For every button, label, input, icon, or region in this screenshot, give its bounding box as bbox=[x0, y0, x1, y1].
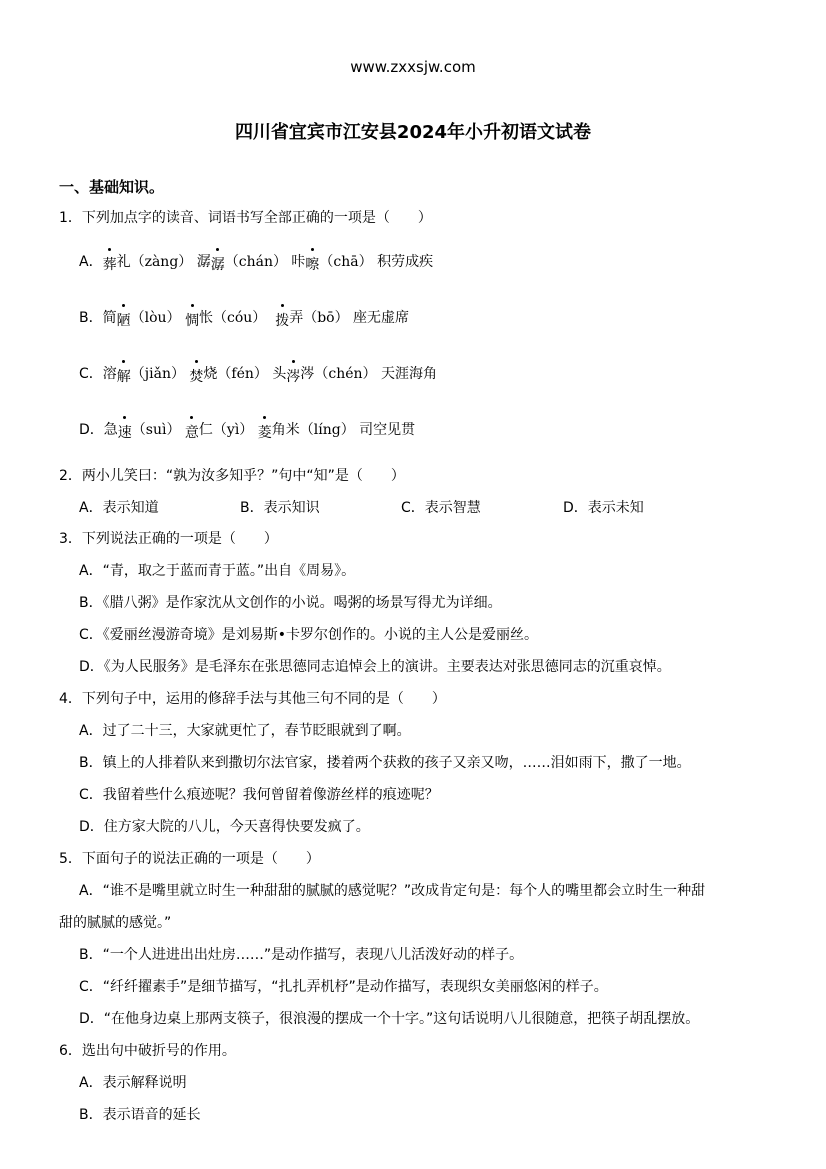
pinyin: （cóu） bbox=[213, 310, 267, 326]
idiom: 积劳成疾 bbox=[377, 254, 434, 270]
q1-option-b bbox=[79, 308, 409, 328]
word-part: 溶 bbox=[102, 366, 117, 382]
q1-stem: 1．下列加点字的读音、词语书写全部正确的一项是（ ） bbox=[59, 210, 432, 226]
pinyin: （lòu） bbox=[130, 310, 181, 326]
q5-stem: 5．下面句子的说法正确的一项是（ ） bbox=[59, 851, 320, 867]
pinyin: （líng） bbox=[299, 422, 355, 438]
pinyin: （chén） bbox=[314, 366, 377, 382]
dotted-char: 惆 bbox=[185, 313, 199, 329]
dotted-char: 菱 bbox=[257, 425, 272, 441]
pinyin: （zàng） bbox=[130, 254, 193, 270]
pinyin: （suì） bbox=[131, 422, 181, 438]
option-label: C． bbox=[79, 366, 103, 382]
q3-option-d: D．《为人民服务》是毛泽东在张思德同志追悼会上的演讲。主要表达对张思德同志的沉重哀悼。 bbox=[79, 659, 671, 675]
dotted-char: 潺 bbox=[210, 257, 225, 273]
pinyin: （fén） bbox=[217, 366, 268, 382]
q2-option-c: C．表示智慧 bbox=[401, 500, 481, 516]
dotted-char: 拨 bbox=[275, 313, 290, 329]
idiom: 司空见贯 bbox=[359, 422, 416, 438]
dotted-char: 嚓 bbox=[305, 257, 320, 273]
dotted-char: 葬 bbox=[102, 257, 117, 273]
q3-option-b: B．《腊八粥》是作家沈从文创作的小说。喝粥的场景写得尤为详细。 bbox=[79, 595, 502, 611]
dotted-char: 焚 bbox=[189, 369, 204, 385]
exam-title: 四川省宜宾市江安县2024年小升初语文试卷 bbox=[234, 122, 592, 143]
word-part: 怅 bbox=[199, 310, 213, 326]
word-part: 烧 bbox=[203, 366, 218, 382]
dotted-char: 解 bbox=[116, 369, 131, 385]
section-heading: 一、基础知识。 bbox=[59, 178, 165, 196]
pinyin: （bō） bbox=[303, 310, 349, 326]
q4-stem: 4．下列句子中，运用的修辞手法与其他三句不同的是（ ） bbox=[59, 691, 446, 707]
q3-option-c: C．《爱丽丝漫游奇境》是刘易斯•卡罗尔创作的。小说的主人公是爱丽丝。 bbox=[79, 627, 539, 643]
word-part: 咔 bbox=[291, 254, 306, 270]
q4-option-a: A．过了二十三，大家就更忙了，春节眨眼就到了啊。 bbox=[79, 723, 411, 739]
word-part: 仁 bbox=[198, 422, 213, 438]
pinyin: （yì） bbox=[212, 422, 254, 438]
option-label: A． bbox=[79, 254, 103, 270]
word-part: 角米 bbox=[271, 422, 300, 438]
pinyin: （jiǎn） bbox=[130, 366, 185, 382]
q2-option-d: D．表示未知 bbox=[563, 500, 644, 516]
dotted-char: 涔 bbox=[286, 369, 301, 385]
q4-option-b: B．镇上的人排着队来到撒切尔法官家，搂着两个获救的孩子又亲又吻，……泪如雨下，撒了一地。 bbox=[79, 755, 691, 771]
option-label: B． bbox=[79, 310, 103, 326]
q3-option-a: A．“青，取之于蓝而青于蓝。”出自《周易》。 bbox=[79, 563, 356, 579]
word-part: 礼 bbox=[116, 254, 131, 270]
q1-option-c bbox=[79, 364, 437, 384]
q2-option-a: A．表示知道 bbox=[79, 500, 159, 516]
q5-option-a-cont: 甜的腻腻的感觉。” bbox=[59, 915, 172, 931]
word-part: 潺 bbox=[196, 254, 211, 270]
q3-stem: 3．下列说法正确的一项是（ ） bbox=[59, 531, 278, 547]
q6-stem: 6．选出句中破折号的作用。 bbox=[59, 1043, 236, 1059]
q6-option-a: A．表示解释说明 bbox=[79, 1075, 187, 1091]
option-label: D． bbox=[79, 422, 104, 438]
q1-option-d bbox=[79, 420, 415, 440]
word-part: 急 bbox=[103, 422, 118, 438]
q4-option-d: D．住方家大院的八儿，今天喜得快要发疯了。 bbox=[79, 819, 370, 835]
q5-option-b: B．“一个人进进出出灶房……”是动作描写，表现八儿活泼好动的样子。 bbox=[79, 947, 524, 963]
idiom: 座无虚席 bbox=[353, 310, 410, 326]
q4-option-c: C．我留着些什么痕迹呢？我何曾留着像游丝样的痕迹呢？ bbox=[79, 787, 439, 803]
q6-option-b: B．表示语音的延长 bbox=[79, 1107, 201, 1123]
idiom: 天涯海角 bbox=[380, 366, 437, 382]
word-part: 简 bbox=[102, 310, 117, 326]
dotted-char: 陋 bbox=[116, 313, 131, 329]
q2-option-b: B．表示知识 bbox=[240, 500, 320, 516]
dotted-char: 速 bbox=[117, 425, 132, 441]
q5-option-c: C．“纤纤擢素手”是细节描写，“扎扎弄机杼”是动作描写，表现织女美丽悠闲的样子。 bbox=[79, 979, 608, 995]
q1-option-a bbox=[79, 252, 433, 272]
pinyin: （chán） bbox=[224, 254, 287, 270]
dotted-char: 意 bbox=[184, 425, 199, 441]
word-part: 弄 bbox=[289, 310, 304, 326]
q5-option-d: D．“在他身边桌上那两支筷子，很浪漫的摆成一个十字。”这句话说明八儿很随意，把筷子胡乱摆放。 bbox=[79, 1011, 700, 1027]
q2-stem: 2．两小儿笑曰：“孰为汝多知乎？”句中“知”是（ ） bbox=[59, 468, 405, 484]
word-part: 头 bbox=[272, 366, 287, 382]
site-url: www.zxxsjw.com bbox=[350, 58, 476, 76]
pinyin: （chā） bbox=[319, 254, 373, 270]
word-part: 涔 bbox=[300, 366, 315, 382]
q5-option-a: A．“谁不是嘴里就立时生一种甜甜的腻腻的感觉呢？”改成肯定句是：每个人的嘴里都会立时生一种甜 bbox=[79, 883, 706, 899]
